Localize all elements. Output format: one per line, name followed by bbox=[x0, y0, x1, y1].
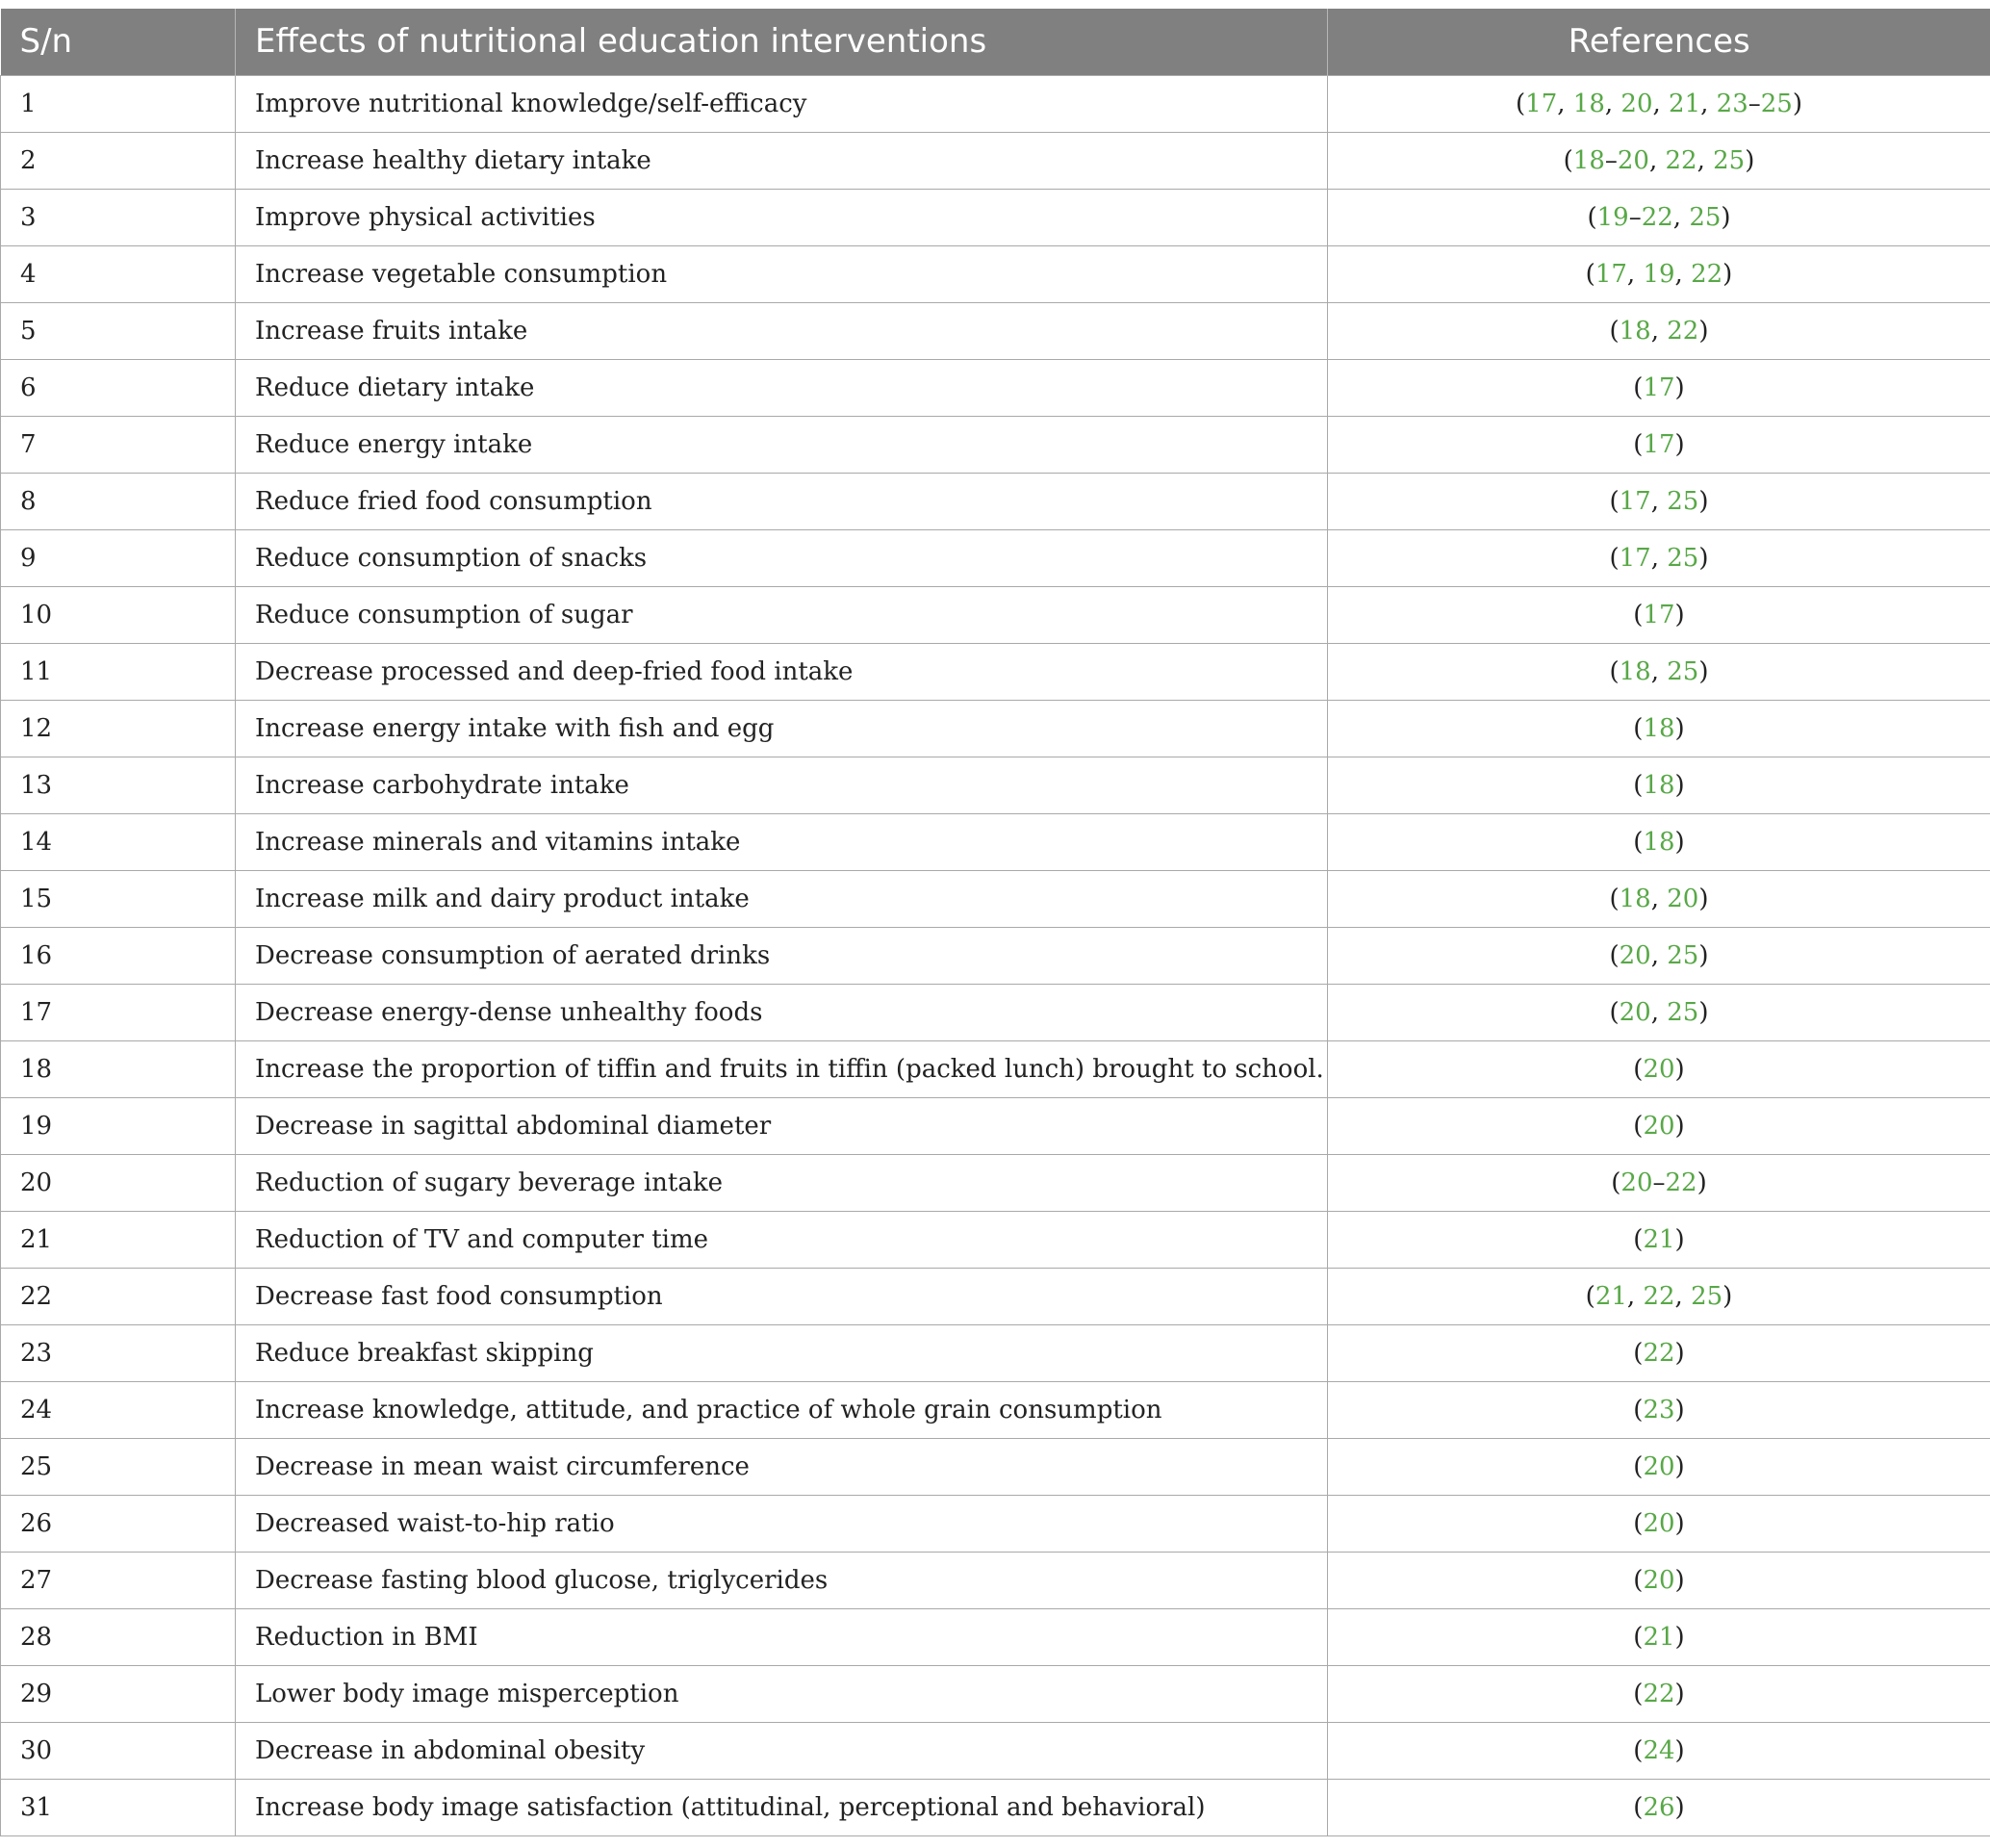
citation-link[interactable]: 17 bbox=[1619, 486, 1651, 516]
cell-sn: 16 bbox=[1, 927, 236, 984]
cell-sn: 5 bbox=[1, 302, 236, 359]
table-row bbox=[1, 1154, 1990, 1211]
citation-link[interactable]: 18 bbox=[1643, 827, 1675, 857]
citation-link[interactable]: 25 bbox=[1667, 656, 1699, 686]
citation-link[interactable]: 22 bbox=[1643, 1679, 1675, 1708]
cell-references: (21, 22, 25) bbox=[1328, 1268, 1990, 1324]
cell-references: (18, 25) bbox=[1328, 643, 1990, 700]
citation-link[interactable]: 22 bbox=[1691, 259, 1723, 289]
table-row bbox=[1, 700, 1990, 757]
citation-separator: , bbox=[1650, 656, 1668, 686]
table-row bbox=[1, 529, 1990, 586]
citation-link[interactable]: 21 bbox=[1669, 89, 1701, 118]
citation-link[interactable]: 17 bbox=[1643, 600, 1675, 629]
cell-sn: 4 bbox=[1, 245, 236, 302]
cell-sn: 14 bbox=[1, 813, 236, 870]
header-effect: Effects of nutritional education interventions bbox=[236, 9, 1328, 75]
table-row bbox=[1, 1438, 1990, 1495]
cell-effect: Increase energy intake with fish and egg bbox=[236, 700, 1328, 757]
table-row bbox=[1, 1779, 1990, 1835]
citation-link[interactable]: 19 bbox=[1596, 202, 1629, 232]
cell-references: (22) bbox=[1328, 1665, 1990, 1722]
citation-link[interactable]: 25 bbox=[1760, 89, 1793, 118]
cell-references: (18) bbox=[1328, 757, 1990, 813]
cell-references: (23) bbox=[1328, 1381, 1990, 1438]
cell-sn: 1 bbox=[1, 75, 236, 132]
citation-separator: , bbox=[1697, 145, 1714, 175]
table-row bbox=[1, 1608, 1990, 1665]
effects-table bbox=[0, 9, 1990, 1836]
citation-link[interactable]: 17 bbox=[1595, 259, 1627, 289]
table-body bbox=[1, 75, 1990, 1835]
table-row bbox=[1, 1722, 1990, 1779]
cell-effect: Increase knowledge, attitude, and practice of whole grain consumption bbox=[236, 1381, 1328, 1438]
cell-references: (20–22) bbox=[1328, 1154, 1990, 1211]
cell-effect: Lower body image misperception bbox=[236, 1665, 1328, 1722]
citation-link[interactable]: 20 bbox=[1643, 1111, 1675, 1141]
cell-effect: Improve physical activities bbox=[236, 189, 1328, 245]
table-row bbox=[1, 757, 1990, 813]
citation-link[interactable]: 21 bbox=[1643, 1622, 1675, 1652]
cell-sn: 29 bbox=[1, 1665, 236, 1722]
citation-link[interactable]: 20 bbox=[1667, 884, 1699, 913]
cell-effect: Increase minerals and vitamins intake bbox=[236, 813, 1328, 870]
citation-link[interactable]: 18 bbox=[1572, 89, 1605, 118]
citation-link[interactable]: 20 bbox=[1643, 1451, 1675, 1481]
citation-link[interactable]: 22 bbox=[1643, 1338, 1675, 1368]
cell-references: (17, 19, 22) bbox=[1328, 245, 1990, 302]
cell-effect: Decrease in mean waist circumference bbox=[236, 1438, 1328, 1495]
citation-link[interactable]: 22 bbox=[1665, 145, 1697, 175]
table-row bbox=[1, 1097, 1990, 1154]
cell-sn: 20 bbox=[1, 1154, 236, 1211]
cell-effect: Reduce dietary intake bbox=[236, 359, 1328, 416]
cell-references: (20) bbox=[1328, 1040, 1990, 1097]
citation-separator: , bbox=[1650, 543, 1668, 573]
citation-separator: , bbox=[1557, 89, 1573, 118]
citation-link[interactable]: 25 bbox=[1667, 543, 1699, 573]
citation-separator: , bbox=[1626, 1281, 1644, 1311]
cell-sn: 27 bbox=[1, 1552, 236, 1608]
cell-references: (20) bbox=[1328, 1495, 1990, 1552]
citation-link[interactable]: 25 bbox=[1667, 940, 1699, 970]
cell-effect: Increase the proportion of tiffin and fruits in tiffin (packed lunch) brought to school. bbox=[236, 1040, 1328, 1097]
citation-link[interactable]: 20 bbox=[1620, 89, 1653, 118]
cell-effect: Increase milk and dairy product intake bbox=[236, 870, 1328, 927]
citation-separator: – bbox=[1604, 145, 1618, 175]
table-row bbox=[1, 75, 1990, 132]
table-row bbox=[1, 1268, 1990, 1324]
table-row bbox=[1, 1665, 1990, 1722]
citation-link[interactable]: 20 bbox=[1643, 1565, 1675, 1595]
cell-effect: Improve nutritional knowledge/self-efficacy bbox=[236, 75, 1328, 132]
cell-references: (18) bbox=[1328, 813, 1990, 870]
cell-references: (17, 25) bbox=[1328, 473, 1990, 529]
citation-link[interactable]: 20 bbox=[1617, 145, 1649, 175]
citation-separator: – bbox=[1748, 89, 1761, 118]
citation-separator: – bbox=[1628, 202, 1642, 232]
cell-sn: 30 bbox=[1, 1722, 236, 1779]
citation-link[interactable]: 17 bbox=[1643, 372, 1675, 402]
cell-sn: 21 bbox=[1, 1211, 236, 1268]
cell-sn: 24 bbox=[1, 1381, 236, 1438]
cell-effect: Reduction of sugary beverage intake bbox=[236, 1154, 1328, 1211]
citation-link[interactable]: 25 bbox=[1689, 202, 1722, 232]
citation-link[interactable]: 22 bbox=[1643, 1281, 1675, 1311]
table-row bbox=[1, 813, 1990, 870]
cell-sn: 3 bbox=[1, 189, 236, 245]
cell-references: (24) bbox=[1328, 1722, 1990, 1779]
cell-references: (17, 25) bbox=[1328, 529, 1990, 586]
citation-link[interactable]: 17 bbox=[1619, 543, 1651, 573]
citation-separator: , bbox=[1674, 1281, 1692, 1311]
table-row bbox=[1, 643, 1990, 700]
cell-references: (19–22, 25) bbox=[1328, 189, 1990, 245]
citation-link[interactable]: 18 bbox=[1619, 656, 1651, 686]
cell-effect: Decrease fast food consumption bbox=[236, 1268, 1328, 1324]
cell-effect: Increase carbohydrate intake bbox=[236, 757, 1328, 813]
cell-sn: 18 bbox=[1, 1040, 236, 1097]
cell-references: (20) bbox=[1328, 1438, 1990, 1495]
citation-link[interactable]: 25 bbox=[1691, 1281, 1723, 1311]
table-row bbox=[1, 1211, 1990, 1268]
citation-link[interactable]: 20 bbox=[1619, 940, 1651, 970]
citation-link[interactable]: 18 bbox=[1643, 713, 1675, 743]
cell-effect: Decrease energy-dense unhealthy foods bbox=[236, 984, 1328, 1040]
table-row bbox=[1, 132, 1990, 189]
citation-separator: , bbox=[1650, 884, 1668, 913]
citation-link[interactable]: 25 bbox=[1667, 486, 1699, 516]
citation-separator: , bbox=[1674, 259, 1692, 289]
cell-effect: Increase healthy dietary intake bbox=[236, 132, 1328, 189]
citation-separator: , bbox=[1652, 89, 1670, 118]
cell-sn: 10 bbox=[1, 586, 236, 643]
cell-sn: 22 bbox=[1, 1268, 236, 1324]
cell-effect: Decreased waist-to-hip ratio bbox=[236, 1495, 1328, 1552]
cell-sn: 7 bbox=[1, 416, 236, 473]
citation-link[interactable]: 21 bbox=[1643, 1224, 1675, 1254]
cell-effect: Reduce breakfast skipping bbox=[236, 1324, 1328, 1381]
table-row bbox=[1, 302, 1990, 359]
table-row bbox=[1, 359, 1990, 416]
citation-separator: , bbox=[1672, 202, 1690, 232]
table-row bbox=[1, 1495, 1990, 1552]
table-row bbox=[1, 416, 1990, 473]
cell-effect: Increase body image satisfaction (attitudinal, perceptional and behavioral) bbox=[236, 1779, 1328, 1835]
citation-link[interactable]: 26 bbox=[1643, 1792, 1675, 1822]
cell-references: (18–20, 22, 25) bbox=[1328, 132, 1990, 189]
cell-effect: Reduction of TV and computer time bbox=[236, 1211, 1328, 1268]
cell-references: (20) bbox=[1328, 1552, 1990, 1608]
cell-effect: Reduce fried food consumption bbox=[236, 473, 1328, 529]
cell-references: (17) bbox=[1328, 416, 1990, 473]
cell-references: (20, 25) bbox=[1328, 927, 1990, 984]
cell-references: (17) bbox=[1328, 359, 1990, 416]
citation-separator: , bbox=[1650, 486, 1668, 516]
citation-link[interactable]: 24 bbox=[1643, 1735, 1675, 1765]
cell-references: (20, 25) bbox=[1328, 984, 1990, 1040]
table-row bbox=[1, 984, 1990, 1040]
cell-references: (17, 18, 20, 21, 23–25) bbox=[1328, 75, 1990, 132]
table-header bbox=[1, 9, 1990, 75]
cell-references: (20) bbox=[1328, 1097, 1990, 1154]
cell-sn: 12 bbox=[1, 700, 236, 757]
table-row bbox=[1, 189, 1990, 245]
cell-effect: Reduce consumption of sugar bbox=[236, 586, 1328, 643]
citation-link[interactable]: 19 bbox=[1643, 259, 1675, 289]
citation-separator: , bbox=[1650, 997, 1668, 1027]
citation-separator: , bbox=[1650, 316, 1668, 346]
table-row bbox=[1, 1324, 1990, 1381]
cell-effect: Reduce consumption of snacks bbox=[236, 529, 1328, 586]
cell-effect: Decrease in abdominal obesity bbox=[236, 1722, 1328, 1779]
cell-references: (21) bbox=[1328, 1608, 1990, 1665]
citation-link[interactable]: 17 bbox=[1525, 89, 1558, 118]
cell-effect: Decrease processed and deep-fried food intake bbox=[236, 643, 1328, 700]
cell-sn: 31 bbox=[1, 1779, 236, 1835]
table-row bbox=[1, 1552, 1990, 1608]
cell-sn: 13 bbox=[1, 757, 236, 813]
citation-separator: – bbox=[1652, 1168, 1666, 1197]
table-row bbox=[1, 473, 1990, 529]
citation-link[interactable]: 18 bbox=[1643, 770, 1675, 800]
table-row bbox=[1, 586, 1990, 643]
citation-link[interactable]: 25 bbox=[1713, 145, 1746, 175]
cell-effect: Reduction in BMI bbox=[236, 1608, 1328, 1665]
cell-sn: 2 bbox=[1, 132, 236, 189]
header-row bbox=[1, 9, 1990, 75]
cell-sn: 9 bbox=[1, 529, 236, 586]
citation-link[interactable]: 18 bbox=[1572, 145, 1605, 175]
citation-link[interactable]: 20 bbox=[1643, 1508, 1675, 1538]
cell-references: (18, 22) bbox=[1328, 302, 1990, 359]
cell-effect: Reduce energy intake bbox=[236, 416, 1328, 473]
cell-sn: 15 bbox=[1, 870, 236, 927]
citation-link[interactable]: 23 bbox=[1643, 1395, 1675, 1424]
cell-sn: 23 bbox=[1, 1324, 236, 1381]
cell-effect: Decrease in sagittal abdominal diameter bbox=[236, 1097, 1328, 1154]
citation-link[interactable]: 22 bbox=[1667, 316, 1699, 346]
cell-sn: 26 bbox=[1, 1495, 236, 1552]
cell-sn: 25 bbox=[1, 1438, 236, 1495]
citation-separator: , bbox=[1626, 259, 1644, 289]
citation-link[interactable]: 20 bbox=[1620, 1168, 1653, 1197]
table-row bbox=[1, 1040, 1990, 1097]
citation-link[interactable]: 22 bbox=[1641, 202, 1673, 232]
cell-sn: 19 bbox=[1, 1097, 236, 1154]
citation-separator: , bbox=[1650, 940, 1668, 970]
cell-effect: Increase fruits intake bbox=[236, 302, 1328, 359]
citation-link[interactable]: 18 bbox=[1619, 316, 1651, 346]
cell-effect: Increase vegetable consumption bbox=[236, 245, 1328, 302]
citation-link[interactable]: 18 bbox=[1619, 884, 1651, 913]
citation-separator: , bbox=[1700, 89, 1717, 118]
cell-references: (22) bbox=[1328, 1324, 1990, 1381]
table-row bbox=[1, 1381, 1990, 1438]
table-row bbox=[1, 245, 1990, 302]
cell-effect: Decrease fasting blood glucose, triglycerides bbox=[236, 1552, 1328, 1608]
citation-link[interactable]: 25 bbox=[1667, 997, 1699, 1027]
table-row bbox=[1, 870, 1990, 927]
citation-separator: , bbox=[1648, 145, 1666, 175]
cell-effect: Decrease consumption of aerated drinks bbox=[236, 927, 1328, 984]
cell-references: (18, 20) bbox=[1328, 870, 1990, 927]
cell-references: (21) bbox=[1328, 1211, 1990, 1268]
citation-link[interactable]: 22 bbox=[1665, 1168, 1697, 1197]
table-row bbox=[1, 927, 1990, 984]
cell-sn: 17 bbox=[1, 984, 236, 1040]
cell-references: (26) bbox=[1328, 1779, 1990, 1835]
header-sn: S/n bbox=[19, 22, 73, 62]
citation-link[interactable]: 21 bbox=[1595, 1281, 1627, 1311]
citation-link[interactable]: 20 bbox=[1619, 997, 1651, 1027]
citation-link[interactable]: 20 bbox=[1643, 1054, 1675, 1084]
citation-link[interactable]: 17 bbox=[1643, 429, 1675, 459]
cell-references: (17) bbox=[1328, 586, 1990, 643]
cell-sn: 6 bbox=[1, 359, 236, 416]
cell-sn: 11 bbox=[1, 643, 236, 700]
citation-separator: , bbox=[1604, 89, 1621, 118]
cell-sn: 28 bbox=[1, 1608, 236, 1665]
citation-link[interactable]: 23 bbox=[1716, 89, 1748, 118]
cell-references: (18) bbox=[1328, 700, 1990, 757]
header-references: References bbox=[1328, 9, 1990, 75]
cell-sn: 8 bbox=[1, 473, 236, 529]
